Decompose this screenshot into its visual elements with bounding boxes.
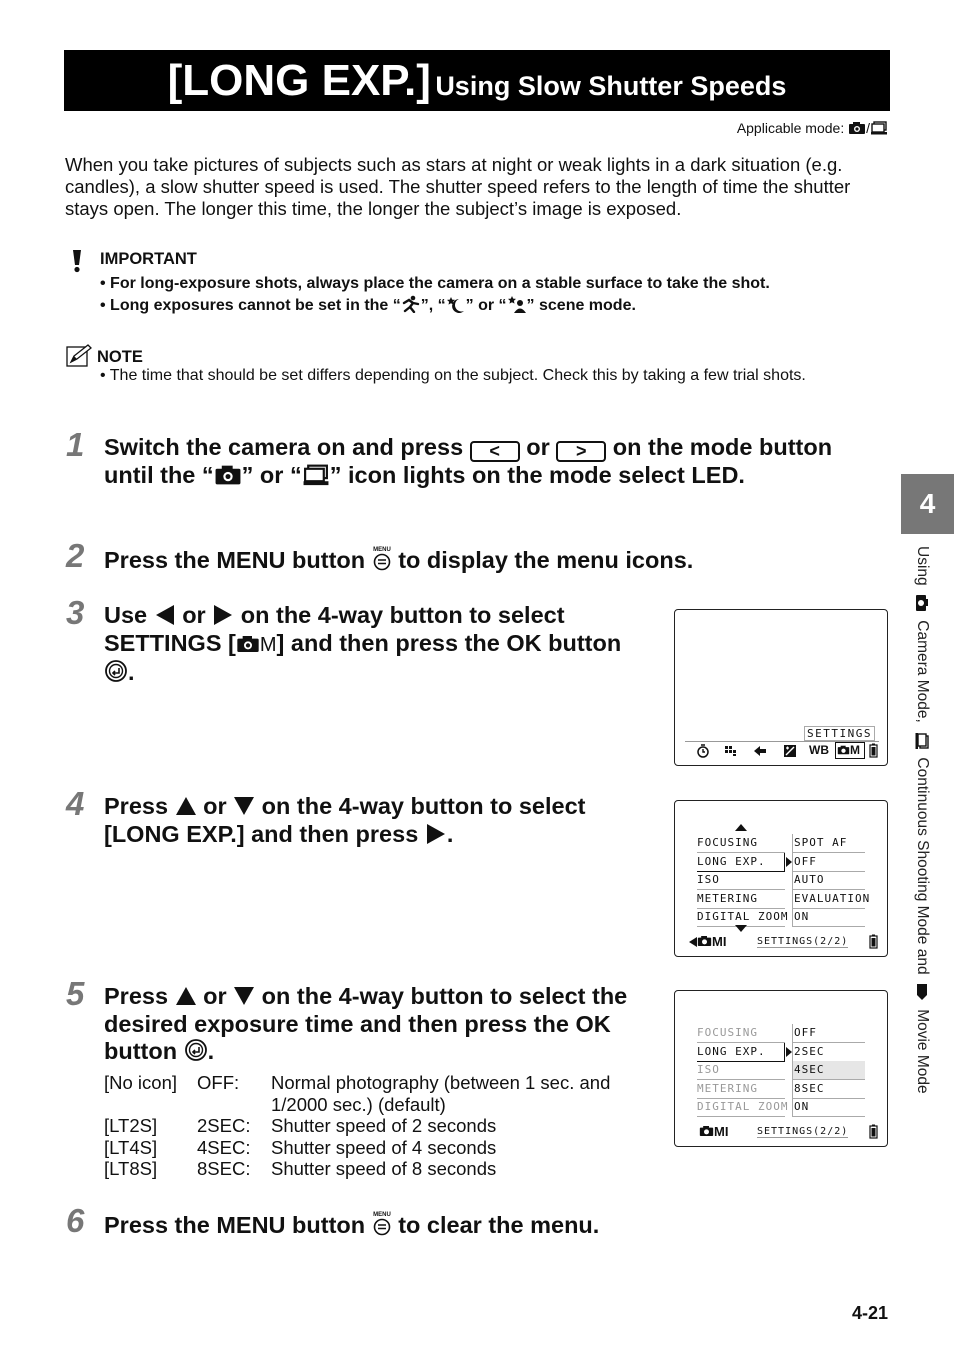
note-title: NOTE (97, 348, 143, 366)
menu-row-value: OFF (792, 1024, 865, 1043)
menu-row[interactable] (697, 1043, 867, 1062)
camera-icon (914, 594, 930, 612)
menu-row[interactable] (697, 1080, 867, 1099)
menu-row-value: AUTO (792, 871, 865, 890)
sports-scene-icon (401, 295, 421, 313)
menu-row-name: LONG EXP. (697, 853, 785, 872)
down-arrow-icon (233, 795, 255, 817)
scroll-down-icon (735, 925, 747, 932)
battery-icon (869, 743, 878, 758)
left-arrow-icon (154, 604, 176, 626)
lcd-screen-exposure-time (674, 990, 888, 1147)
step-6-text: Press the MENU button MENU to clear the menu. (104, 1212, 600, 1238)
page-number: 4-21 (851, 1303, 888, 1323)
step-3-text: Use or on the 4-way button to select SETTINGS [ M] and then press the OK button . (104, 602, 622, 685)
menu-row-value: 8SEC (792, 1080, 865, 1099)
menu-icon-bar (685, 741, 879, 760)
menu-row[interactable] (697, 853, 867, 872)
menu-row[interactable] (697, 1024, 867, 1043)
menu-row-value: ON (792, 1098, 865, 1117)
ok-button-icon (184, 1038, 208, 1062)
settings-tab-selected: M (835, 742, 865, 759)
important-title: IMPORTANT (100, 250, 197, 268)
quality-icon (724, 745, 738, 757)
up-arrow-icon (175, 985, 197, 1007)
menu-row-value: SPOT AF (792, 834, 865, 853)
lcd-screen-long-exp-select (674, 800, 888, 957)
applicable-mode: Applicable mode: / (737, 120, 888, 136)
camera-icon (848, 121, 866, 135)
step-4-number: 4 (66, 785, 85, 822)
menu-row-value: OFF (792, 853, 865, 872)
applicable-mode-label: Applicable mode: (736, 120, 845, 136)
wb-label: WB (809, 743, 829, 757)
night-scene-icon (446, 295, 466, 313)
exposure-list (697, 1024, 867, 1117)
settings-camera-icon (236, 634, 260, 654)
menu-row[interactable] (697, 1098, 867, 1117)
important-icon (70, 249, 84, 273)
step-5-text: Press or on the 4-way button to select the desired exposure time and then press the OK button . (104, 983, 628, 1064)
menu-row-value: EVALUATION (792, 890, 865, 909)
note-text: • The time that should be set differs depending on the subject. Check this by taking a few trial shots. (100, 367, 806, 384)
svg-text:MENU: MENU (372, 547, 391, 553)
note-icon (66, 344, 94, 368)
down-arrow-icon (233, 985, 255, 1007)
tab-indicator: MI (699, 1124, 728, 1139)
step-4-text: Press or on the 4-way button to select [LONG EXP.] and then press . (104, 793, 586, 847)
step-6-number: 6 (66, 1202, 85, 1239)
menu-row[interactable] (697, 871, 867, 890)
menu-button-icon (372, 545, 392, 571)
mode-right-key: > (556, 441, 606, 462)
menu-row-name: LONG EXP. (697, 1043, 785, 1062)
tab-indicator: MI (689, 934, 726, 949)
settings-page-label: SETTINGS(2/2) (757, 1126, 849, 1137)
mode-left-key: < (470, 441, 520, 462)
title-sub: Using Slow Shutter Speeds (435, 71, 787, 101)
settings-page-label: SETTINGS(2/2) (757, 936, 849, 947)
continuous-shooting-icon (302, 464, 330, 486)
lcd-screen-menu-icons (674, 609, 888, 766)
step-1-text: Switch the camera on and press < or > on the mode button until the “ ” or “ ” icon lights on the mode select LED. (104, 434, 833, 488)
menu-row[interactable] (697, 908, 867, 927)
important-list (100, 273, 770, 317)
right-arrow-icon (425, 823, 447, 845)
menu-row-name: FOCUSING (697, 834, 785, 853)
svg-text:MENU: MENU (372, 1212, 391, 1218)
step-2-text: Press the MENU button MENU to display the menu icons. (104, 547, 694, 573)
movie-icon (914, 983, 930, 1001)
important-item: • For long-exposure shots, always place the camera on a stable surface to take the shot. (100, 275, 770, 292)
menu-button-icon (372, 1210, 392, 1236)
step-1-number: 1 (66, 426, 85, 463)
important-item: • Long exposures cannot be set in the “ ”, “ ” or “ ” scene mode. (100, 297, 636, 314)
battery-icon (869, 1124, 878, 1139)
step-3-number: 3 (66, 594, 85, 631)
title-main: [LONG EXP.] (167, 56, 431, 105)
intro-paragraph: When you take pictures of subjects such as stars at night or weak lights in a dark situation (e.g. candles), a slow shutter speed is used. The shutter speed refers to the length of time the shutter stays open. The longer this time, the longer the subject’s image is exposed. (65, 154, 851, 219)
battery-icon (869, 934, 878, 949)
exposure-comp-icon (783, 744, 797, 758)
menu-row[interactable] (697, 890, 871, 909)
up-arrow-icon (175, 795, 197, 817)
step-5-number: 5 (66, 975, 85, 1012)
scroll-up-icon (735, 824, 747, 831)
settings-list (697, 834, 871, 927)
continuous-shooting-icon (914, 731, 930, 749)
menu-row-value: 4SEC (792, 1061, 865, 1080)
step-2-number: 2 (66, 537, 85, 574)
settings-label: SETTINGS (804, 726, 875, 741)
self-timer-icon (695, 744, 711, 758)
menu-row-name: ISO (697, 1061, 785, 1080)
menu-row-name: DIGITAL ZOOM (697, 1098, 785, 1117)
side-chapter-title: Using Camera Mode, Continuous Shooting Mode and Movie Mode (914, 546, 931, 1094)
menu-row-name: DIGITAL ZOOM (697, 908, 785, 927)
continuous-shooting-icon (870, 121, 888, 135)
night-portrait-icon (507, 295, 527, 313)
menu-row-name: METERING (697, 1080, 785, 1099)
menu-row-value: ON (792, 908, 865, 927)
menu-row-name: ISO (697, 871, 785, 890)
right-arrow-icon (212, 604, 234, 626)
menu-row-value: 2SEC (792, 1043, 865, 1062)
flash-exposure-icon (753, 745, 769, 757)
menu-row[interactable] (697, 1061, 867, 1080)
ok-button-icon (104, 659, 128, 683)
chapter-tab: 4 (901, 474, 954, 534)
menu-row[interactable] (697, 834, 867, 853)
page-title (64, 50, 890, 111)
camera-icon (214, 464, 242, 486)
menu-row-name: METERING (697, 890, 785, 909)
menu-row-name: FOCUSING (697, 1024, 785, 1043)
